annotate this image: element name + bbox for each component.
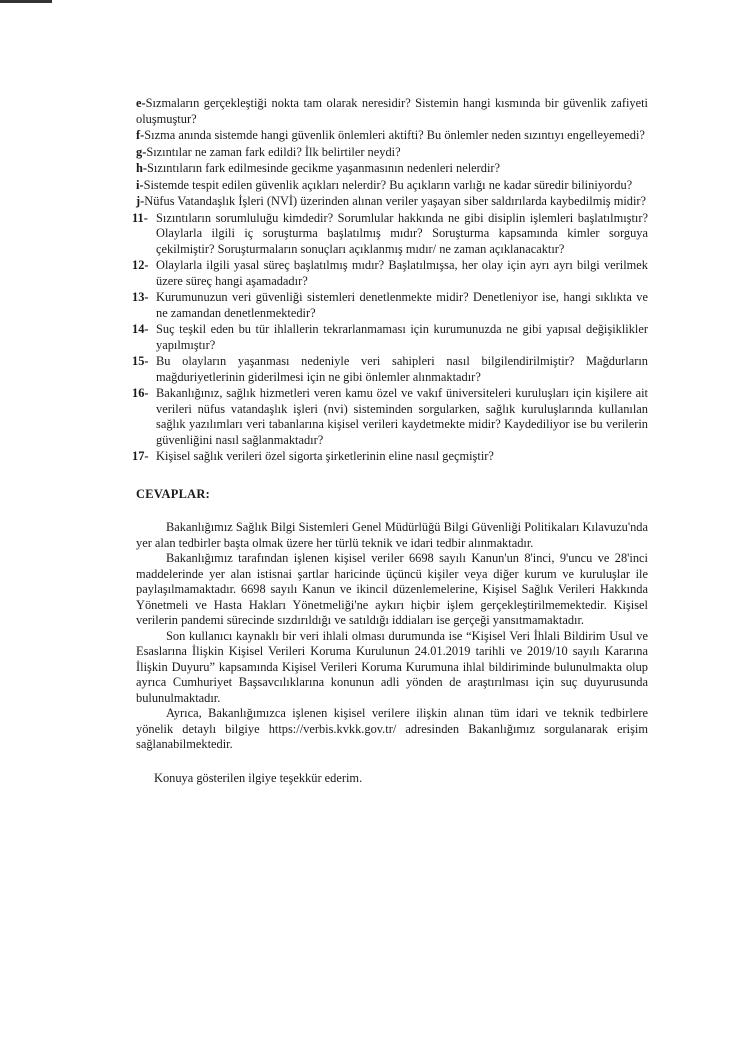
sub-item-g: g-Sızıntılar ne zaman fark edildi? İlk belirtiler neydi? bbox=[136, 144, 401, 159]
question-list bbox=[118, 211, 648, 465]
top-rule bbox=[0, 0, 52, 3]
document-page bbox=[118, 96, 648, 786]
answers bbox=[118, 520, 648, 753]
question-14: 14- Suç teşkil eden bu tür ihlallerin tekrarlanmaması için kurumunuzda ne gibi yapısal değişiklikler yapılmıştır? bbox=[132, 322, 648, 352]
sub-item-i: i-Sistemde tespit edilen güvenlik açıkları nelerdir? Bu açıkların varlığı ne kadar süredir biliniyordu? bbox=[136, 177, 633, 192]
question-12: 12- Olaylarla ilgili yasal süreç başlatılmış mıdır? Başlatılmışsa, her olay için ayrı ayrı bilgi verilmek üzere süreç hangi aşamadadır? bbox=[132, 258, 648, 288]
sub-items bbox=[118, 96, 648, 210]
question-16: 16- Bakanlığınız, sağlık hizmetleri veren kamu özel ve vakıf üniversiteleri kuruluşları için kişilere ait verileri nüfus vatandaşlık işleri (nvi) sisteminden sorgularken, sağlık kuruluşlarında kullanılan sağlık yazılımları veri tabanlarına kişisel verileri kaydetmekte midir? Kaydediliyor ise bu verilerin güvenliğini nasıl sağlanmaktadır? bbox=[132, 386, 648, 447]
sub-item-h: h-Sızıntıların fark edilmesinde gecikme yaşanmasının nedenleri nelerdir? bbox=[136, 161, 501, 175]
closing-line: Konuya gösterilen ilgiye teşekkür ederim. bbox=[154, 770, 363, 785]
answers-heading: CEVAPLAR: bbox=[136, 486, 211, 501]
answer-paragraph: Bakanlığımız tarafından işlenen kişisel veriler 6698 sayılı Kanun'un 8'inci, 9'uncu ve 28'inci maddelerinde yer alan istisnai şartlar haricinde üçüncü kişiler veya diğer kurum ve kuruluşlar ile paylaşılmamaktadır. 6698 sayılı Kanun ve ikincil düzenlemelerine, Kişisel Sağlık Verileri Hakkında Yönetmeli ve Hasta Hakları Yönetmeliği'ne aykırı hiçbir işlem gerçekleştirilmemektedir. Kişisel verilerin pandemi sürecinde sızdırıldığı ve satıldığı iddiaları ise gerçeği yansıtmamaktadır. bbox=[136, 551, 648, 627]
question-15: 15- Bu olayların yaşanması nedeniyle veri sahipleri nasıl bilgilendirilmiştir? Mağdurların mağduriyetlerinin giderilmesi için ne gibi önlemler alınmaktadır? bbox=[132, 354, 648, 384]
answer-paragraph: Bakanlığımız Sağlık Bilgi Sistemleri Genel Müdürlüğü Bilgi Güvenliği Politikaları Kılavuzu'nda yer alan tedbirler başta olmak üzere her türlü teknik ve idari tedbir alınmaktadır. bbox=[136, 520, 648, 550]
sub-item-j: j-Nüfus Vatandaşlık İşleri (NVİ) üzerinden alınan veriler yaşayan siber saldırılarda kaybedilmiş midir? bbox=[136, 194, 647, 208]
answer-paragraph: Ayrıca, Bakanlığımızca işlenen kişisel verilere ilişkin alınan tüm idari ve teknik tedbirlere yönelik detaylı bilgiye https://verbis.kvkk.gov.tr/ adresinden Bakanlığımız sorgulanarak erişim sağlanabilmektedir. bbox=[136, 706, 648, 751]
sub-item-e: e-Sızmaların gerçekleştiği nokta tam olarak neresidir? Sistemin hangi kısmında bir güvenlik zafiyeti oluşmuştur? bbox=[136, 96, 648, 126]
question-17: 17- Kişisel sağlık verileri özel sigorta şirketlerinin eline nasıl geçmiştir? bbox=[132, 449, 494, 463]
question-11: 11- Sızıntıların sorumluluğu kimdedir? Sorumlular hakkında ne gibi disiplin işlemleri başlatılmıştır? Olaylarla ilgili iç soruşturma başlatılmış mıdır? Soruşturma kapsamında kimler sorguya çekilmiştir? Soruşturmaların sonuçları açıklanmış mıdır/ ne zaman açıklanacaktır? bbox=[132, 210, 648, 256]
sub-item-f: f-Sızma anında sistemde hangi güvenlik önlemleri aktifti? Bu önlemler neden sızıntıyı engelleyemedi? bbox=[136, 128, 645, 142]
answer-paragraph: Son kullanıcı kaynaklı bir veri ihlali olması durumunda ise “Kişisel Veri İhlali Bildirim Usul ve Esaslarına İlişkin Kişisel Verileri Koruma Kurulunun 24.01.2019 tarihli ve 2019/10 sayılı Kararına İlişkin Duyuru” kapsamında Kişisel Verileri Koruma Kurumuna ihlal bildiriminde bulunulmakta olup ayrıca Cumhuriyet Başsavcılıklarına konunun adli yönden de araştırılması için suç duyurusunda bulunulmaktadır. bbox=[136, 628, 648, 705]
question-13: 13- Kurumunuzun veri güvenliği sistemleri denetlenmekte midir? Denetleniyor ise, hangi sıklıkta ve ne zamandan denetlenmektedir? bbox=[132, 290, 648, 320]
